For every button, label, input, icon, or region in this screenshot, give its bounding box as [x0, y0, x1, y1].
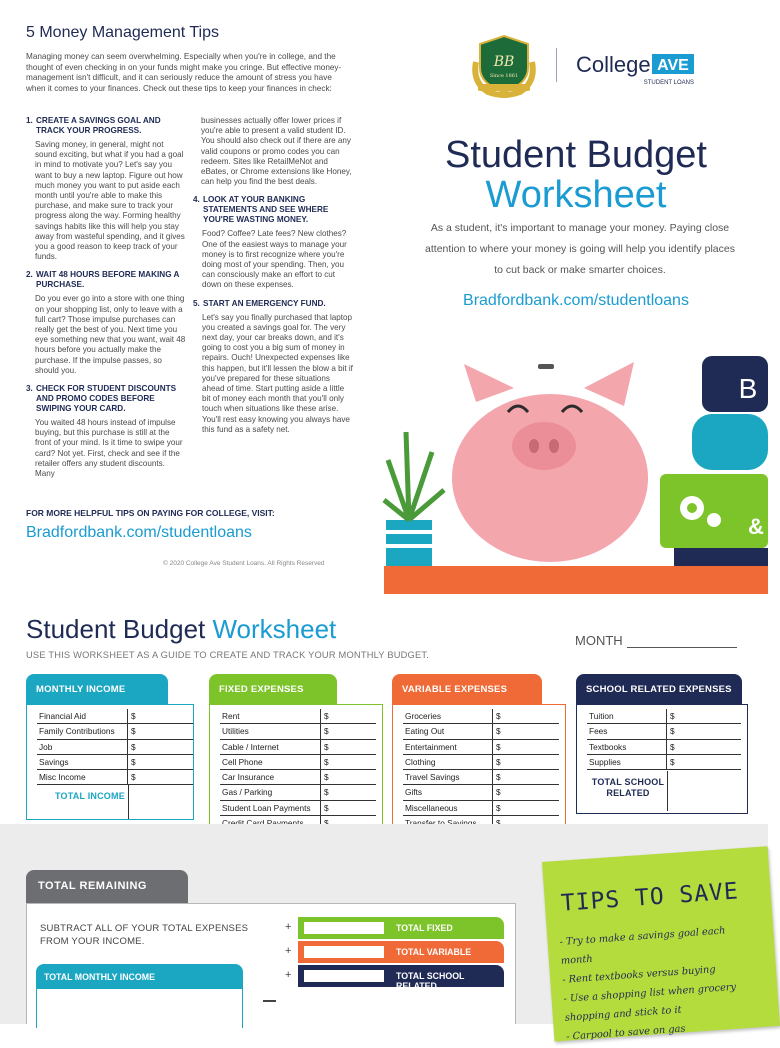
- table-row[interactable]: Savings $: [37, 755, 193, 770]
- table-row[interactable]: Family Contributions $: [37, 724, 193, 739]
- tip-body: You waited 48 hours instead of impulse buying, but this purchase is still at the front of your mind. Is it time to swipe your card? Not yet. First, check and see if the retailer offers any student discounts. Many: [35, 418, 183, 479]
- tip-2: [26, 270, 186, 376]
- total-variable-input[interactable]: [304, 946, 384, 958]
- plus-sign: +: [285, 945, 292, 957]
- tip-heading: WAIT 48 HOURS BEFORE MAKING A PURCHASE.: [36, 270, 180, 290]
- section-tab: MONTHLY INCOME: [26, 674, 168, 706]
- table-row[interactable]: Supplies $: [587, 755, 741, 770]
- tip-body: Let's say you finally purchased that laptop you created a savings goal for. The very next day, your car breaks down, and it's going to cost you a big sum of money in repairs. Ouch! Unexpected expenses like this happen, but it'll lessen the blow a bit if you've prepared for these situations ahead of time. Start putting aside a little bit of money each month that you'll only touch when situations like these arise. You'll rest easy knowing you always have this fund as a safety net.: [202, 312, 353, 434]
- plus-sign: +: [285, 969, 292, 981]
- table-row[interactable]: Gas / Parking $: [220, 785, 376, 800]
- section-tab: FIXED EXPENSES: [209, 674, 337, 706]
- table-row[interactable]: Rent $: [220, 709, 376, 724]
- book-symbol: &: [748, 514, 764, 539]
- seal-text: Since 1861: [489, 73, 519, 79]
- tip-heading: LOOK AT YOUR BANKING STATEMENTS AND SEE WHERE YOU'RE WASTING MONEY.: [203, 195, 329, 225]
- tip-heading: START AN EMERGENCY FUND.: [203, 298, 326, 308]
- hero-description: As a student, it's important to manage your money. Paying close attention to where your money is going will help you identify places to cut back or make smarter choices.: [425, 222, 735, 276]
- article-title: 5 Money Management Tips: [26, 24, 219, 41]
- table-row[interactable]: Groceries $: [403, 709, 559, 724]
- table-row[interactable]: Student Loan Payments $: [220, 801, 376, 816]
- worksheet-subtitle: USE THIS WORKSHEET AS A GUIDE TO CREATE AND TRACK YOUR MONTHLY BUDGET.: [26, 650, 430, 660]
- worksheet-title: [26, 614, 336, 645]
- tips-to-save-title: TIPS TO SAVE: [560, 878, 740, 917]
- table-row[interactable]: Utilities $: [220, 724, 376, 739]
- article-intro: Managing money can seem overwhelming. Especially when you're in college, and the thought of even checking in on your funds might make you cringe. But effective money-management isn't difficult, and it can seriously reduce the amount of stress you have when it comes to your finances. Check out these tips to keep your finances in check:: [26, 52, 342, 93]
- total-school-input[interactable]: [304, 970, 384, 982]
- book-letter: B: [738, 373, 758, 404]
- piggy-bank-illustration: [384, 340, 768, 594]
- total-monthly-income-field[interactable]: [36, 988, 243, 1028]
- college-ave-logo: [576, 48, 700, 88]
- monthly-income-section: [26, 674, 194, 820]
- worksheet-title-part1: Student Budget: [26, 614, 213, 644]
- total-fixed-input[interactable]: [304, 922, 384, 934]
- svg-text:STUDENT LOANS: STUDENT LOANS: [643, 80, 694, 86]
- hero-link[interactable]: Bradfordbank.com/studentloans: [463, 292, 689, 309]
- table-row[interactable]: Gifts $: [403, 785, 559, 800]
- school-rows: [587, 709, 741, 770]
- total-school-bar: [298, 965, 504, 991]
- svg-text:AVE: AVE: [657, 57, 689, 74]
- section-frame: [26, 704, 194, 820]
- month-label: MONTH: [575, 633, 623, 648]
- hero-title-line2: Worksheet: [485, 174, 667, 216]
- tip-5: [193, 299, 353, 435]
- total-monthly-income-tab: TOTAL MONTHLY INCOME: [36, 964, 243, 990]
- month-field[interactable]: [575, 633, 737, 648]
- more-tips-link[interactable]: Bradfordbank.com/studentloans: [26, 524, 252, 541]
- tip-number: 4.: [193, 195, 200, 205]
- table-row[interactable]: Clothing $: [403, 755, 559, 770]
- tips-column-right: [193, 116, 353, 443]
- school-expenses-section: [576, 674, 748, 814]
- table-row[interactable]: Travel Savings $: [403, 770, 559, 785]
- list-item: - Carpool to save on gas: [565, 1023, 686, 1043]
- table-row[interactable]: Cable / Internet $: [220, 740, 376, 755]
- tips-column-left: [26, 116, 186, 487]
- tip-number: 1.: [26, 116, 33, 125]
- tip-4: [193, 195, 353, 290]
- section-frame: [576, 704, 748, 814]
- variable-rows: [403, 709, 559, 831]
- tip-number: 5.: [193, 298, 200, 308]
- plus-sign: +: [285, 921, 292, 933]
- total-variable-bar-label: TOTAL VARIABLE: [396, 947, 472, 957]
- table-row[interactable]: Car Insurance $: [220, 770, 376, 785]
- tip-3: [26, 384, 186, 479]
- section-tab: SCHOOL RELATED EXPENSES: [576, 674, 742, 706]
- logo-divider: [556, 48, 557, 82]
- tips-to-save-list: [559, 919, 766, 1047]
- list-item: - Rent textbooks versus buying: [561, 964, 716, 986]
- total-remaining-instruction: SUBTRACT ALL OF YOUR TOTAL EXPENSES FROM YOUR INCOME.: [40, 923, 249, 947]
- income-rows: [37, 709, 193, 785]
- list-item: - Try to make a savings goal each month: [559, 925, 726, 967]
- tip-3-continued: [193, 116, 353, 187]
- total-fixed-bar-label: TOTAL FIXED: [396, 923, 453, 933]
- copyright: © 2020 College Ave Student Loans. All Rights Reserved: [163, 560, 325, 567]
- table-row[interactable]: Financial Aid $: [37, 709, 193, 724]
- tip-body: Saving money, in general, might not sound exciting, but what if you had a goal in mind to motivate you? Let's say you want to buy a new laptop. Figure out how much money you want to put aside each month until you're able to make this purchase, and make sure to track your progress along the way. Forming healthy savings habits like this will help you stay away from wasteful spending, and it gives you a good reason to keep track of your funds.: [35, 140, 185, 262]
- tip-body: Food? Coffee? Late fees? New clothes? One of the easiest ways to manage your money is to first recognize where you're doing most of your spending. Then, you can consciously make an effort to cut down on these expenses.: [202, 229, 347, 290]
- svg-text:BB: BB: [493, 54, 515, 70]
- table-row[interactable]: Eating Out $: [403, 724, 559, 739]
- table-row[interactable]: Textbooks $: [587, 740, 741, 755]
- total-fixed-bar: [298, 917, 504, 939]
- tip-number: 3.: [26, 384, 33, 394]
- total-divider: [667, 771, 668, 811]
- bank-seal-logo: [468, 32, 540, 98]
- tip-body: Do you ever go into a store with one thing on your shopping list, only to leave with a full cart? Those impulse purchases can really get the best of you. Next time you eye something new that you want, wait 48 hours before you actually make the purchase. If the impulse passes, so should you.: [35, 294, 186, 375]
- tips-to-save-note: [542, 846, 780, 1041]
- total-school-bar-label: TOTAL SCHOOL RELATED: [396, 971, 465, 991]
- table-row[interactable]: Miscellaneous $: [403, 801, 559, 816]
- svg-text:College: College: [576, 52, 651, 77]
- total-income-label: TOTAL INCOME: [55, 791, 125, 801]
- table-row[interactable]: Fees $: [587, 724, 741, 739]
- table-row[interactable]: Job $: [37, 740, 193, 755]
- tip-1: [26, 116, 186, 262]
- table-row[interactable]: Cell Phone $: [220, 755, 376, 770]
- total-divider: [128, 785, 129, 819]
- table-row[interactable]: Entertainment $: [403, 740, 559, 755]
- list-item: - Use a shopping list when grocery shopping and stick to it: [563, 981, 737, 1024]
- worksheet-title-part2: Worksheet: [212, 614, 337, 644]
- section-tab: VARIABLE EXPENSES: [392, 674, 542, 706]
- month-input-line[interactable]: [627, 636, 737, 648]
- total-remaining-tab: TOTAL REMAINING: [26, 870, 188, 904]
- tip-number: 2.: [26, 270, 33, 280]
- table-row[interactable]: Misc Income $: [37, 770, 193, 785]
- table-row[interactable]: Tuition $: [587, 709, 741, 724]
- minus-sign: [263, 1000, 276, 1002]
- total-school-label: TOTAL SCHOOL RELATED: [591, 777, 665, 798]
- total-variable-bar: [298, 941, 504, 963]
- hero-title-line1: Student Budget: [445, 134, 707, 176]
- tip-body: businesses actually offer lower prices if you're able to present a valid student ID. You should also check out if there are any valid coupons or promo codes you can redeem. Sites like RetailMeNot and eBates, or Chrome extensions like Honey, can help you find the best deals.: [201, 116, 352, 187]
- tip-heading: CHECK FOR STUDENT DISCOUNTS AND PROMO CODES BEFORE SWIPING YOUR CARD.: [36, 384, 177, 414]
- more-tips-label: FOR MORE HELPFUL TIPS ON PAYING FOR COLLEGE, VISIT:: [26, 508, 275, 518]
- tip-heading: CREATE A SAVINGS GOAL AND TRACK YOUR PROGRESS.: [36, 116, 161, 135]
